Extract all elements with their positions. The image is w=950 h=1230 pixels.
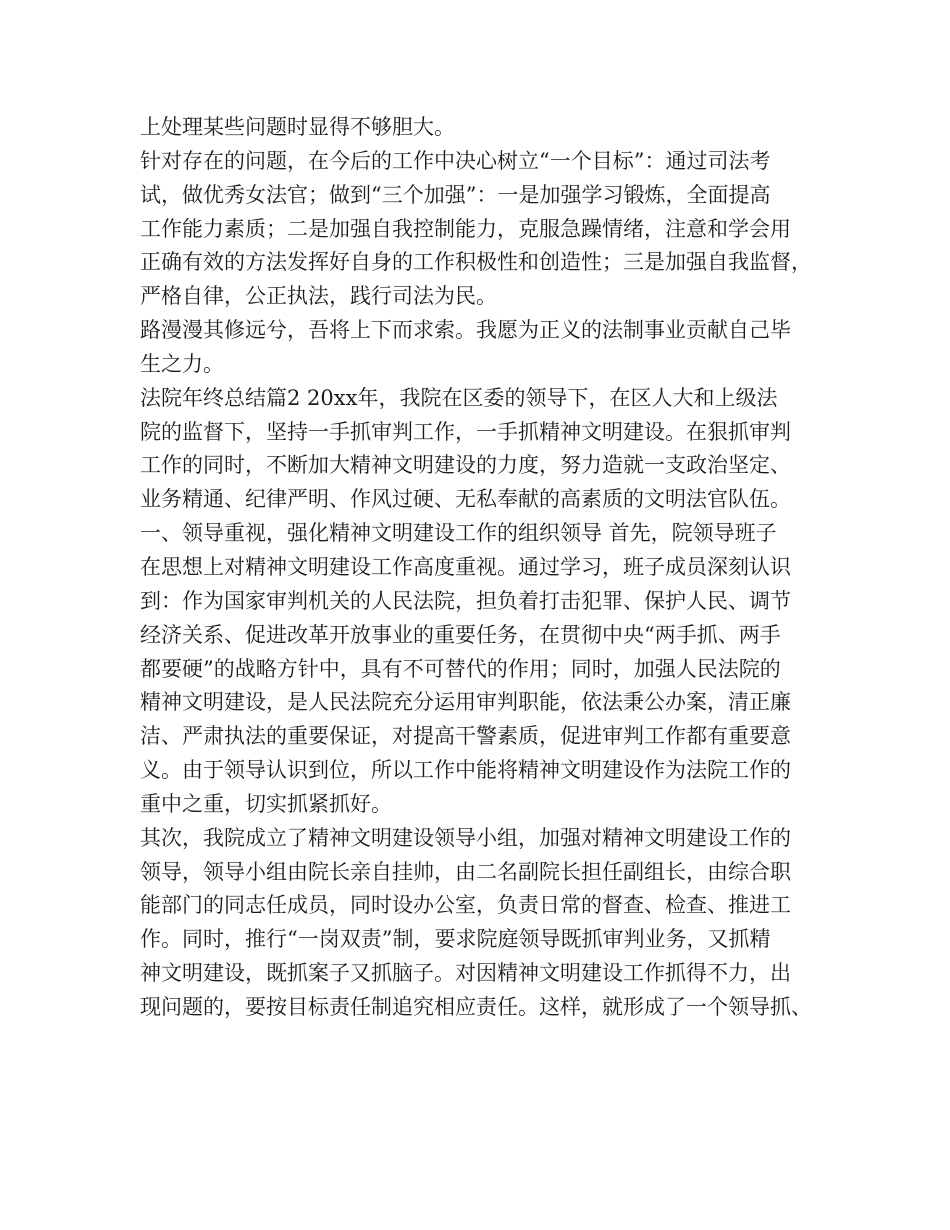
text-line: 生之力。 (140, 351, 224, 376)
text-line: 正确有效的方法发挥好自身的工作积极性和创造性；三是加强自我监督， (140, 250, 812, 275)
text-line: 都要硬”的战略方针中，具有不可替代的作用；同时，加强人民法院的 (140, 656, 781, 681)
text-line: 现问题的，要按目标责任制追究相应责任。这样，就形成了一个领导抓、 (140, 994, 812, 1019)
text-line: 精神文明建设，是人民法院充分运用审判职能，依法秉公办案，清正廉 (140, 690, 791, 715)
text-line: 上处理某些问题时显得不够胆大。 (140, 115, 455, 139)
text-line: 作。同时，推行“一岗双责”制，要求院庭领导既抓审判业务，又抓精 (140, 927, 771, 952)
text-line: 领导，领导小组由院长亲自挂帅，由二名副院长担任副组长，由综合职 (140, 859, 791, 884)
text-line: 法院年终总结篇2 20xx年，我院在区委的领导下，在区人大和上级法 (140, 385, 778, 410)
text-line: 经济关系、促进改革开放事业的重要任务，在贯彻中央“两手抓、两手 (140, 622, 781, 647)
text-line: 能部门的同志任成员，同时设办公室，负责日常的督查、检查、推进工 (140, 893, 791, 918)
text-line: 义。由于领导认识到位，所以工作中能将精神文明建设作为法院工作的 (140, 758, 791, 783)
text-line: 针对存在的问题，在今后的工作中决心树立“一个目标”：通过司法考 (140, 148, 771, 173)
text-line: 试，做优秀女法官；做到“三个加强”：一是加强学习锻炼，全面提高 (140, 182, 771, 207)
text-line: 一、领导重视，强化精神文明建设工作的组织领导 首先，院领导班子 (140, 521, 777, 546)
document-body (140, 111, 830, 1025)
text-line: 工作能力素质；二是加强自我控制能力，克服急躁情绪，注意和学会用 (140, 216, 791, 241)
text-line: 在思想上对精神文明建设工作高度重视。通过学习，班子成员深刻认识 (140, 554, 791, 579)
text-line: 工作的同时，不断加大精神文明建设的力度，努力造就一支政治坚定、 (140, 453, 791, 478)
text-line: 院的监督下，坚持一手抓审判工作，一手抓精神文明建设。在狠抓审判 (140, 419, 791, 444)
text-line: 重中之重，切实抓紧抓好。 (140, 791, 392, 816)
text-line: 洁、严肃执法的重要保证，对提高干警素质，促进审判工作都有重要意 (140, 724, 791, 749)
text-line: 其次，我院成立了精神文明建设领导小组，加强对精神文明建设工作的 (140, 825, 791, 850)
text-line: 神文明建设，既抓案子又抓脑子。对因精神文明建设工作抓得不力，出 (140, 961, 791, 986)
text-line: 业务精通、纪律严明、作风过硬、无私奉献的高素质的文明法官队伍。 (140, 487, 791, 512)
text-line: 路漫漫其修远兮，吾将上下而求索。我愿为正义的法制事业贡献自己毕 (140, 318, 791, 343)
text-line: 严格自律，公正执法，践行司法为民。 (140, 284, 497, 309)
text-line: 到：作为国家审判机关的人民法院，担负着打击犯罪、保护人民、调节 (140, 588, 791, 613)
